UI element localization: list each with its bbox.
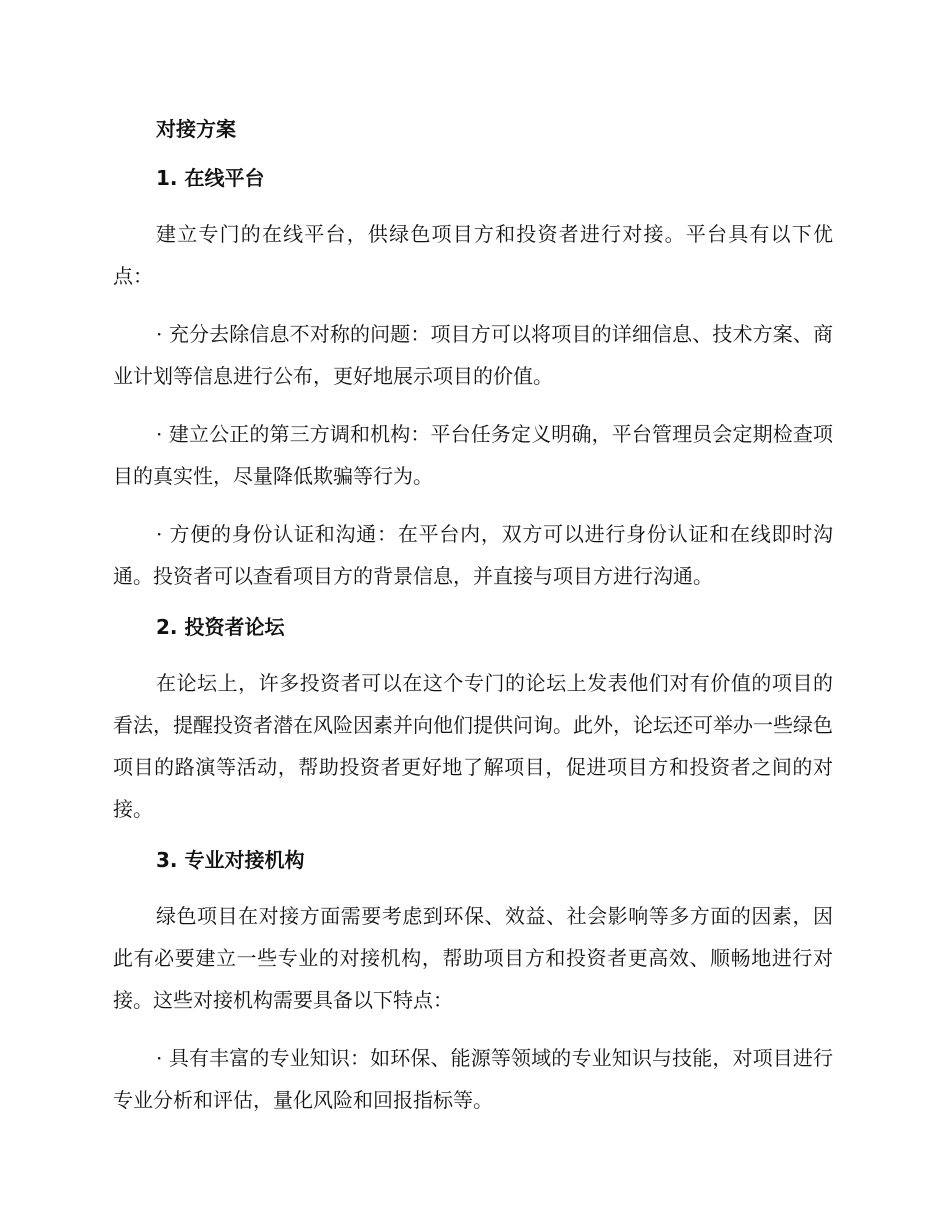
paragraph: 建立专门的在线平台，供绿色项目方和投资者进行对接。平台具有以下优点： [113,222,833,288]
paragraph: 绿色项目在对接方面需要考虑到环保、效益、社会影响等多方面的因素，因此有必要建立一些专业的对接机构，帮助项目方和投资者更高效、顺畅地进行对接。这些对接机构需要具备以下特点： [113,904,833,1012]
bullet-paragraph: · 方便的身份认证和沟通：在平台内，双方可以进行身份认证和在线即时沟通。投资者可以查看项目方的背景信息，并直接与项目方进行沟通。 [113,522,833,588]
bullet-paragraph: · 建立公正的第三方调和机构：平台任务定义明确，平台管理员会定期检查项目的真实性，尽量降低欺骗等行为。 [113,422,833,488]
section-heading-online-platform: 1. 在线平台 [156,166,265,190]
document-title: 对接方案 [156,117,236,141]
section-heading-investor-forum: 2. 投资者论坛 [156,615,285,639]
document-body [113,107,833,1129]
section-heading-professional-agency: 3. 专业对接机构 [156,848,305,872]
paragraph: 在论坛上，许多投资者可以在这个专门的论坛上发表他们对有价值的项目的看法，提醒投资者潜在风险因素并向他们提供问询。此外，论坛还可举办一些绿色项目的路演等活动，帮助投资者更好地了解项目，促进项目方和投资者之间的对接。 [113,671,833,821]
bullet-paragraph: · 具有丰富的专业知识：如环保、能源等领域的专业知识与技能，对项目进行专业分析和评估，量化风险和回报指标等。 [113,1046,833,1112]
bullet-paragraph: · 充分去除信息不对称的问题：项目方可以将项目的详细信息、技术方案、商业计划等信息进行公布，更好地展示项目的价值。 [113,322,833,388]
